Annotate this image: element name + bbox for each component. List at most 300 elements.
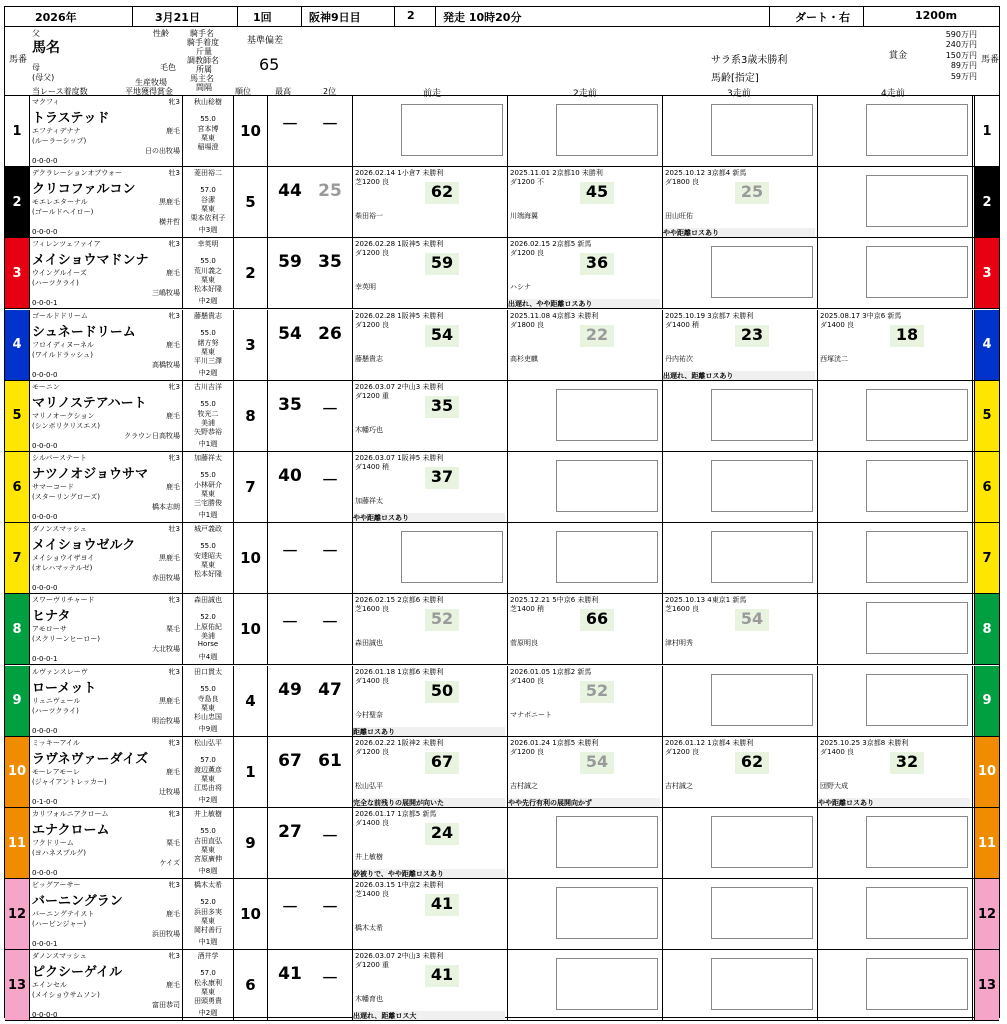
race-jockey: 橋木太希	[355, 924, 383, 933]
empty-race-grid	[711, 887, 813, 939]
past-race-4	[818, 594, 973, 664]
dam-name: アモローサ	[32, 625, 67, 634]
stable-location: 栗東	[201, 774, 215, 783]
past-race-2	[508, 238, 663, 308]
prize-3: 150万円	[945, 50, 977, 60]
empty-race-grid	[866, 460, 968, 512]
race-surface-distance: 芝1400 稍	[510, 605, 545, 614]
trainer-name: 小林研介	[194, 481, 222, 489]
sex-age: 牝3	[168, 240, 180, 249]
interval-label: 間隔	[196, 83, 212, 92]
horse-name[interactable]: バーニングラン	[32, 894, 123, 910]
sire-name: デクラレーションオブウォー	[32, 169, 122, 178]
past-race-4	[818, 666, 973, 736]
race-jockey: 木幡巧也	[355, 425, 383, 434]
past-race-2	[508, 452, 663, 522]
dam-name: モーレアモーレ	[32, 767, 80, 776]
past-race-2	[508, 310, 663, 380]
broodmare-sire: (ジャイアントレッカー)	[32, 777, 107, 786]
jockey-trainer-info	[183, 808, 234, 878]
race-date-venue: 2025.10.19 3京都7 未勝利	[665, 311, 754, 320]
horse-row	[5, 381, 999, 452]
owner-name: 栗本依利子	[190, 214, 226, 223]
race-surface-distance: ダ1400 稍	[665, 320, 700, 329]
umaban-cell: 3	[5, 238, 30, 308]
race-index: 25	[735, 182, 769, 204]
umaban-cell-right: 11	[974, 808, 999, 878]
race-note: 出遅れ、距離ロス大	[353, 1011, 505, 1020]
best-index	[268, 879, 353, 949]
past-race-3	[663, 666, 818, 736]
race-class: サラ系3歳未勝利	[711, 55, 788, 66]
horse-name[interactable]: ヒナタ	[32, 609, 71, 625]
race-start-time: 発走 10時20分	[443, 11, 522, 24]
race-jockey: ハシナ	[510, 283, 531, 292]
index-rank: 7	[234, 452, 268, 522]
prev1-label: 前走	[423, 89, 442, 99]
horse-name[interactable]: トラステッド	[32, 111, 110, 126]
weight-carried: 55.0	[200, 827, 216, 835]
umaban-cell: 4	[5, 310, 30, 380]
prize-1: 590万円	[945, 30, 977, 39]
weight-carried: 57.0	[200, 186, 216, 195]
past-race-2	[508, 950, 663, 1020]
owner-name: 矢野恭裕	[194, 427, 222, 436]
dam-name: サマーコード	[32, 483, 74, 491]
best-index	[268, 523, 353, 593]
best-index-value: 27	[278, 822, 302, 842]
breeder-name: 高橋牧場	[152, 360, 180, 369]
empty-race-grid	[866, 246, 968, 298]
race-interval: 中2週	[198, 795, 218, 804]
empty-race-grid	[866, 958, 968, 1010]
race-distance: 1200m	[915, 9, 958, 22]
past-race-3	[663, 452, 818, 522]
owner-name: 宮原廣伸	[194, 855, 222, 863]
course-record: 0-0-0-0	[32, 157, 58, 165]
sex-age: 牝3	[168, 382, 180, 391]
bms-label: (母父)	[32, 73, 55, 82]
race-sheet	[4, 6, 1000, 1021]
horse-row	[5, 808, 999, 879]
broodmare-sire: (ハービンジャー)	[32, 920, 87, 929]
race-note: 砂被りで、やや距離ロスあり	[353, 869, 505, 878]
race-jockey: 吉村誠之	[665, 781, 693, 790]
breeder-name: 辻牧場	[159, 787, 180, 796]
race-index: 62	[735, 752, 769, 774]
past-race-4	[818, 950, 973, 1020]
race-index: 37	[425, 467, 459, 489]
empty-race-grid	[711, 389, 813, 441]
best-index	[268, 381, 353, 451]
owner-name: 平川三澤	[194, 356, 222, 365]
jockey-trainer-info	[183, 879, 234, 949]
breeder-name: 橋本志朗	[152, 503, 180, 511]
owner-name: Horse	[197, 640, 219, 649]
race-surface-distance: ダ1200 良	[355, 747, 390, 756]
best-index-value: －	[281, 613, 299, 634]
race-surface-distance: ダ1200 重	[355, 961, 390, 970]
dam-name: マリノオークション	[32, 411, 95, 420]
coat-color: 鹿毛	[166, 910, 180, 919]
race-index: 54	[425, 325, 459, 347]
empty-race-grid	[556, 887, 658, 939]
coat-color: 黒鹿毛	[159, 198, 180, 207]
second-index-value: 35	[318, 252, 342, 273]
race-jockey: 藤懸貴志	[355, 354, 383, 363]
umaban-cell: 7	[5, 523, 30, 593]
empty-race-grid	[711, 958, 813, 1010]
past-race-1	[353, 310, 508, 380]
race-index: 41	[425, 894, 459, 916]
sire-label: 父	[32, 29, 40, 38]
race-jockey: 森田誠也	[355, 639, 383, 648]
best-index-value: 59	[278, 252, 302, 273]
sire-name: ビッグアーサー	[32, 881, 81, 890]
sex-age: 牝3	[168, 311, 180, 320]
sex-age: 牝3	[168, 98, 180, 106]
horse-row	[5, 310, 999, 381]
past-race-1	[353, 808, 508, 878]
empty-race-grid	[866, 175, 968, 227]
race-date-venue: 2026.02.28 1阪神5 未勝利	[355, 311, 444, 320]
race-date-venue: 2026.01.05 1京都2 新馬	[510, 667, 592, 676]
umaban-cell: 5	[5, 381, 30, 451]
dam-name: エフティデナナ	[32, 127, 81, 135]
horse-info	[30, 238, 183, 308]
empty-race-grid	[711, 246, 813, 298]
broodmare-sire: (オレハマッテルゼ)	[32, 564, 93, 573]
sex-age: 牡3	[168, 169, 180, 178]
prize-5: 59万円	[950, 71, 977, 81]
sex-age: 牝3	[168, 454, 180, 462]
course-record: 0-0-0-0	[32, 513, 58, 521]
weight-carried: 52.0	[200, 898, 216, 907]
race-index: 22	[580, 325, 614, 347]
stable-location: 栗東	[201, 276, 215, 285]
race-jockey: 幸英明	[355, 283, 376, 292]
best-index-value: 41	[278, 964, 302, 985]
base-index-value: 65	[259, 55, 280, 74]
broodmare-sire: (メイショウサムソン)	[32, 991, 100, 1000]
horse-info	[30, 167, 183, 237]
prev4-label: 4走前	[881, 89, 905, 99]
breeder-name: クラウン日高牧場	[124, 431, 180, 440]
index-rank: 2	[234, 238, 268, 308]
past-race-3	[663, 381, 818, 451]
breeder-name: 三嶋牧場	[152, 289, 180, 298]
horse-name[interactable]: マリノステアハート	[32, 395, 147, 411]
horse-name[interactable]: エナクローム	[32, 823, 110, 838]
past-race-4	[818, 238, 973, 308]
race-interval: 中1週	[198, 511, 218, 519]
coat-color: 鹿毛	[166, 767, 180, 776]
best-index-value: 49	[278, 679, 302, 700]
race-index: 54	[735, 609, 769, 631]
breeder-name: 大北牧場	[152, 645, 180, 654]
trainer-name: 荒川義之	[194, 267, 222, 276]
sire-name: ミッキーアイル	[32, 738, 80, 747]
umaban-cell: 1	[5, 96, 30, 166]
horse-info	[30, 879, 183, 949]
race-index: 52	[580, 681, 614, 703]
race-index: 66	[580, 609, 614, 631]
umaban-cell-right: 2	[974, 167, 999, 237]
race-index: 35	[425, 396, 459, 418]
sire-name: フィレンツェファイア	[32, 240, 101, 249]
horse-info	[30, 310, 183, 380]
broodmare-sire: (ハーツクライ)	[32, 279, 79, 288]
horse-name[interactable]: クリコファルコン	[32, 182, 136, 198]
past-race-3	[663, 737, 818, 807]
race-number: 2	[407, 9, 415, 22]
race-jockey: 松山弘平	[355, 781, 383, 790]
trainer-name: 浜田多実	[194, 908, 222, 917]
index-rank: 8	[234, 381, 268, 451]
horse-name[interactable]: ピクシーゲイル	[32, 965, 123, 981]
horse-name[interactable]: メイショウマドンナ	[32, 253, 149, 269]
course-record: 0-1-0-0	[32, 797, 58, 806]
second-index-value: －	[321, 613, 339, 634]
breeder-name: 赤田牧場	[152, 574, 180, 583]
best-index-value: －	[281, 115, 299, 135]
race-kai: 1回	[253, 11, 272, 24]
past-race-4	[818, 452, 973, 522]
empty-race-grid	[556, 958, 658, 1010]
race-surface-distance: ダ1200 良	[510, 747, 545, 756]
race-date-venue: 2026.01.24 1京都5 未勝利	[510, 738, 599, 747]
jockey-name: 松山弘平	[194, 738, 222, 747]
race-interval: 中9週	[198, 724, 218, 733]
umaban-cell: 11	[5, 808, 30, 878]
second-index-value: 26	[318, 323, 342, 344]
stable-location: 栗東	[201, 490, 215, 498]
race-surface-distance: ダ1400 稍	[355, 463, 390, 471]
prize-label: 平地獲得賞金	[125, 87, 173, 96]
past-race-2	[508, 167, 663, 237]
index-rank: 6	[234, 950, 268, 1020]
empty-race-grid	[866, 816, 968, 868]
weight-carried: 52.0	[200, 613, 216, 622]
sire-name: ルヴァンスレーヴ	[32, 667, 88, 676]
race-index: 59	[425, 253, 459, 275]
jockey-name: 城戸義政	[194, 525, 222, 534]
course-record: 0-0-0-0	[32, 228, 58, 237]
race-jockey: 木幡育也	[355, 995, 383, 1004]
past-race-1	[353, 452, 508, 522]
race-surface-distance: 芝1600 良	[355, 605, 390, 614]
horse-row	[5, 452, 999, 523]
past-race-4	[818, 523, 973, 593]
horse-row	[5, 879, 999, 950]
race-date-venue: 2026.02.15 2京都6 未勝利	[355, 596, 444, 605]
race-header	[5, 7, 999, 27]
horse-name[interactable]: メイショウゼルク	[32, 538, 136, 554]
owner-label: 馬主名	[190, 74, 214, 83]
sire-name: シルバーステート	[32, 454, 87, 462]
race-date-venue: 2026.01.12 1京都4 未勝利	[665, 738, 754, 747]
race-index: 24	[425, 823, 459, 845]
second-index-value: 25	[318, 181, 342, 202]
past-race-3	[663, 96, 818, 166]
coat-color: 鹿毛	[166, 411, 180, 420]
shozoku-label: 所属	[196, 65, 212, 74]
column-header	[5, 27, 1000, 99]
past-race-1	[353, 381, 508, 451]
horse-info	[30, 452, 183, 522]
breeder-name: 日の出牧場	[145, 147, 180, 155]
race-date-venue: 2025.10.25 3京都8 未勝利	[820, 738, 909, 747]
second-index-value: －	[321, 898, 339, 919]
best-index	[268, 96, 353, 166]
race-note: やや距離ロスあり	[818, 798, 970, 807]
second-index-value: －	[321, 471, 339, 491]
sex-age: 牝3	[168, 738, 180, 747]
race-surface-distance: ダ1400 良	[510, 676, 545, 685]
second-index-value: －	[321, 542, 339, 563]
race-note: やや距離ロスあり	[663, 228, 815, 237]
horse-name[interactable]: シュネードリーム	[32, 324, 136, 340]
umaban-cell-right: 7	[974, 523, 999, 593]
jockey-trainer-info	[183, 167, 234, 237]
index-rank: 5	[234, 167, 268, 237]
race-date-venue: 2026.01.17 1京都5 新馬	[355, 810, 437, 818]
weight-carried: 55.0	[200, 471, 216, 479]
race-condition: 馬齢[指定]	[711, 73, 759, 84]
breeder-label: 生産牧場	[135, 78, 167, 87]
coat-color: 鹿毛	[166, 483, 180, 491]
race-index: 54	[580, 752, 614, 774]
jockey-trainer-info	[183, 950, 234, 1020]
horse-name[interactable]: ラヴネヴァーダイズ	[32, 751, 149, 767]
index-rank: 10	[234, 96, 268, 166]
race-jockey: 丹内祐次	[665, 354, 693, 363]
race-jockey: 加藤祥太	[355, 497, 383, 505]
race-date-venue: 2025.08.17 3中京6 新馬	[820, 311, 902, 320]
best-index-value: －	[281, 542, 299, 563]
race-venue-day: 阪神9日目	[309, 11, 361, 24]
race-index: 45	[580, 182, 614, 204]
stable-location: 栗東	[201, 134, 215, 142]
umaban-cell-right: 6	[974, 452, 999, 522]
horse-info	[30, 737, 183, 807]
course-record: 0-0-0-0	[32, 441, 58, 450]
jockey-name: 井上敏樹	[194, 810, 222, 818]
race-jockey: マナボニート	[510, 710, 552, 719]
race-date-venue: 2026.03.07 1阪神5 未勝利	[355, 454, 444, 462]
umaban-cell: 9	[5, 666, 30, 736]
race-index: 50	[425, 681, 459, 703]
horse-name[interactable]: ナツノオジョウサマ	[32, 467, 148, 482]
stable-location: 栗東	[201, 703, 215, 712]
umaban-label-right: 馬番	[981, 55, 1000, 65]
race-note: 出遅れ、距離ロスあり	[663, 371, 815, 380]
second-index-value: 61	[318, 750, 342, 771]
dam-name: エインセル	[32, 981, 67, 990]
index-rank: 4	[234, 666, 268, 736]
empty-race-grid	[866, 674, 968, 726]
past-race-1	[353, 96, 508, 166]
coat-color: 栗毛	[166, 839, 180, 847]
owner-name: 杉山忠国	[194, 712, 222, 721]
race-surface-distance: ダ1400 良	[820, 320, 855, 329]
best-index-value: 44	[278, 181, 302, 202]
race-date-venue: 2025.10.13 4東京1 新馬	[665, 596, 747, 605]
jockey-trainer-info	[183, 594, 234, 664]
past-race-2	[508, 808, 663, 878]
race-date-venue: 2026.03.15 1中京2 未勝利	[355, 881, 444, 890]
race-surface-distance: ダ1800 良	[510, 320, 545, 329]
past-race-2	[508, 666, 663, 736]
empty-race-grid	[711, 816, 813, 868]
coat-color: 鹿毛	[166, 981, 180, 990]
sex-age: 牝3	[168, 810, 180, 818]
coat-color: 鹿毛	[166, 127, 180, 135]
rank-label: 順位	[235, 87, 251, 96]
umaban-cell-right: 9	[974, 666, 999, 736]
race-surface-distance: ダ1200 良	[665, 747, 700, 756]
race-index: 62	[425, 182, 459, 204]
empty-race-grid	[401, 531, 503, 583]
umaban-cell-right: 8	[974, 594, 999, 664]
second-index-value: －	[321, 969, 339, 990]
horse-row	[5, 523, 999, 594]
past-race-2	[508, 594, 663, 664]
best-index-value: 40	[278, 466, 302, 486]
sire-name: ゴールドドリーム	[32, 311, 88, 320]
sire-name: ダノンスマッシュ	[32, 952, 87, 961]
empty-race-grid	[556, 460, 658, 512]
race-jockey: 川端海翼	[510, 212, 538, 221]
umaban-cell-right: 1	[974, 96, 999, 166]
past-race-3	[663, 808, 818, 878]
best-index	[268, 594, 353, 664]
race-interval: 中4週	[198, 653, 218, 662]
best-index	[268, 666, 353, 736]
race-date-venue: 2026.02.22 1阪神2 未勝利	[355, 738, 444, 747]
coat-color: 鹿毛	[166, 269, 180, 278]
umaban-cell: 6	[5, 452, 30, 522]
race-surface-distance: ダ1200 良	[510, 249, 545, 258]
sex-age: 牝3	[168, 596, 180, 605]
horse-row	[5, 167, 999, 238]
empty-race-grid	[866, 887, 968, 939]
jockey-name: 藤懸貴志	[194, 311, 222, 320]
past-race-4	[818, 310, 973, 380]
race-course: ダート・右	[795, 11, 850, 24]
record-label: 当レース着度数	[32, 87, 88, 96]
race-index: 23	[735, 325, 769, 347]
broodmare-sire: (シンボリクリスエス)	[32, 421, 101, 430]
owner-name: 稲場澄	[197, 143, 219, 151]
breeder-name: 浜田牧場	[152, 930, 180, 939]
coat-color: 黒鹿毛	[159, 554, 180, 563]
race-jockey: 吉村誠之	[510, 781, 538, 790]
horse-name[interactable]: ローメット	[32, 680, 97, 696]
empty-race-grid	[711, 674, 813, 726]
horse-row	[5, 238, 999, 309]
past-race-1	[353, 737, 508, 807]
umaban-label: 馬番	[9, 55, 28, 65]
dam-name: モエレエターナル	[32, 198, 88, 207]
umaban-cell: 13	[5, 950, 30, 1020]
jockey-name: 幸英明	[197, 240, 219, 249]
jockey-name: 酒井学	[197, 952, 219, 961]
empty-race-grid	[711, 531, 813, 583]
empty-race-grid	[866, 389, 968, 441]
race-surface-distance: ダ1400 良	[355, 819, 390, 827]
sire-name: スワーヴリチャード	[32, 596, 95, 605]
